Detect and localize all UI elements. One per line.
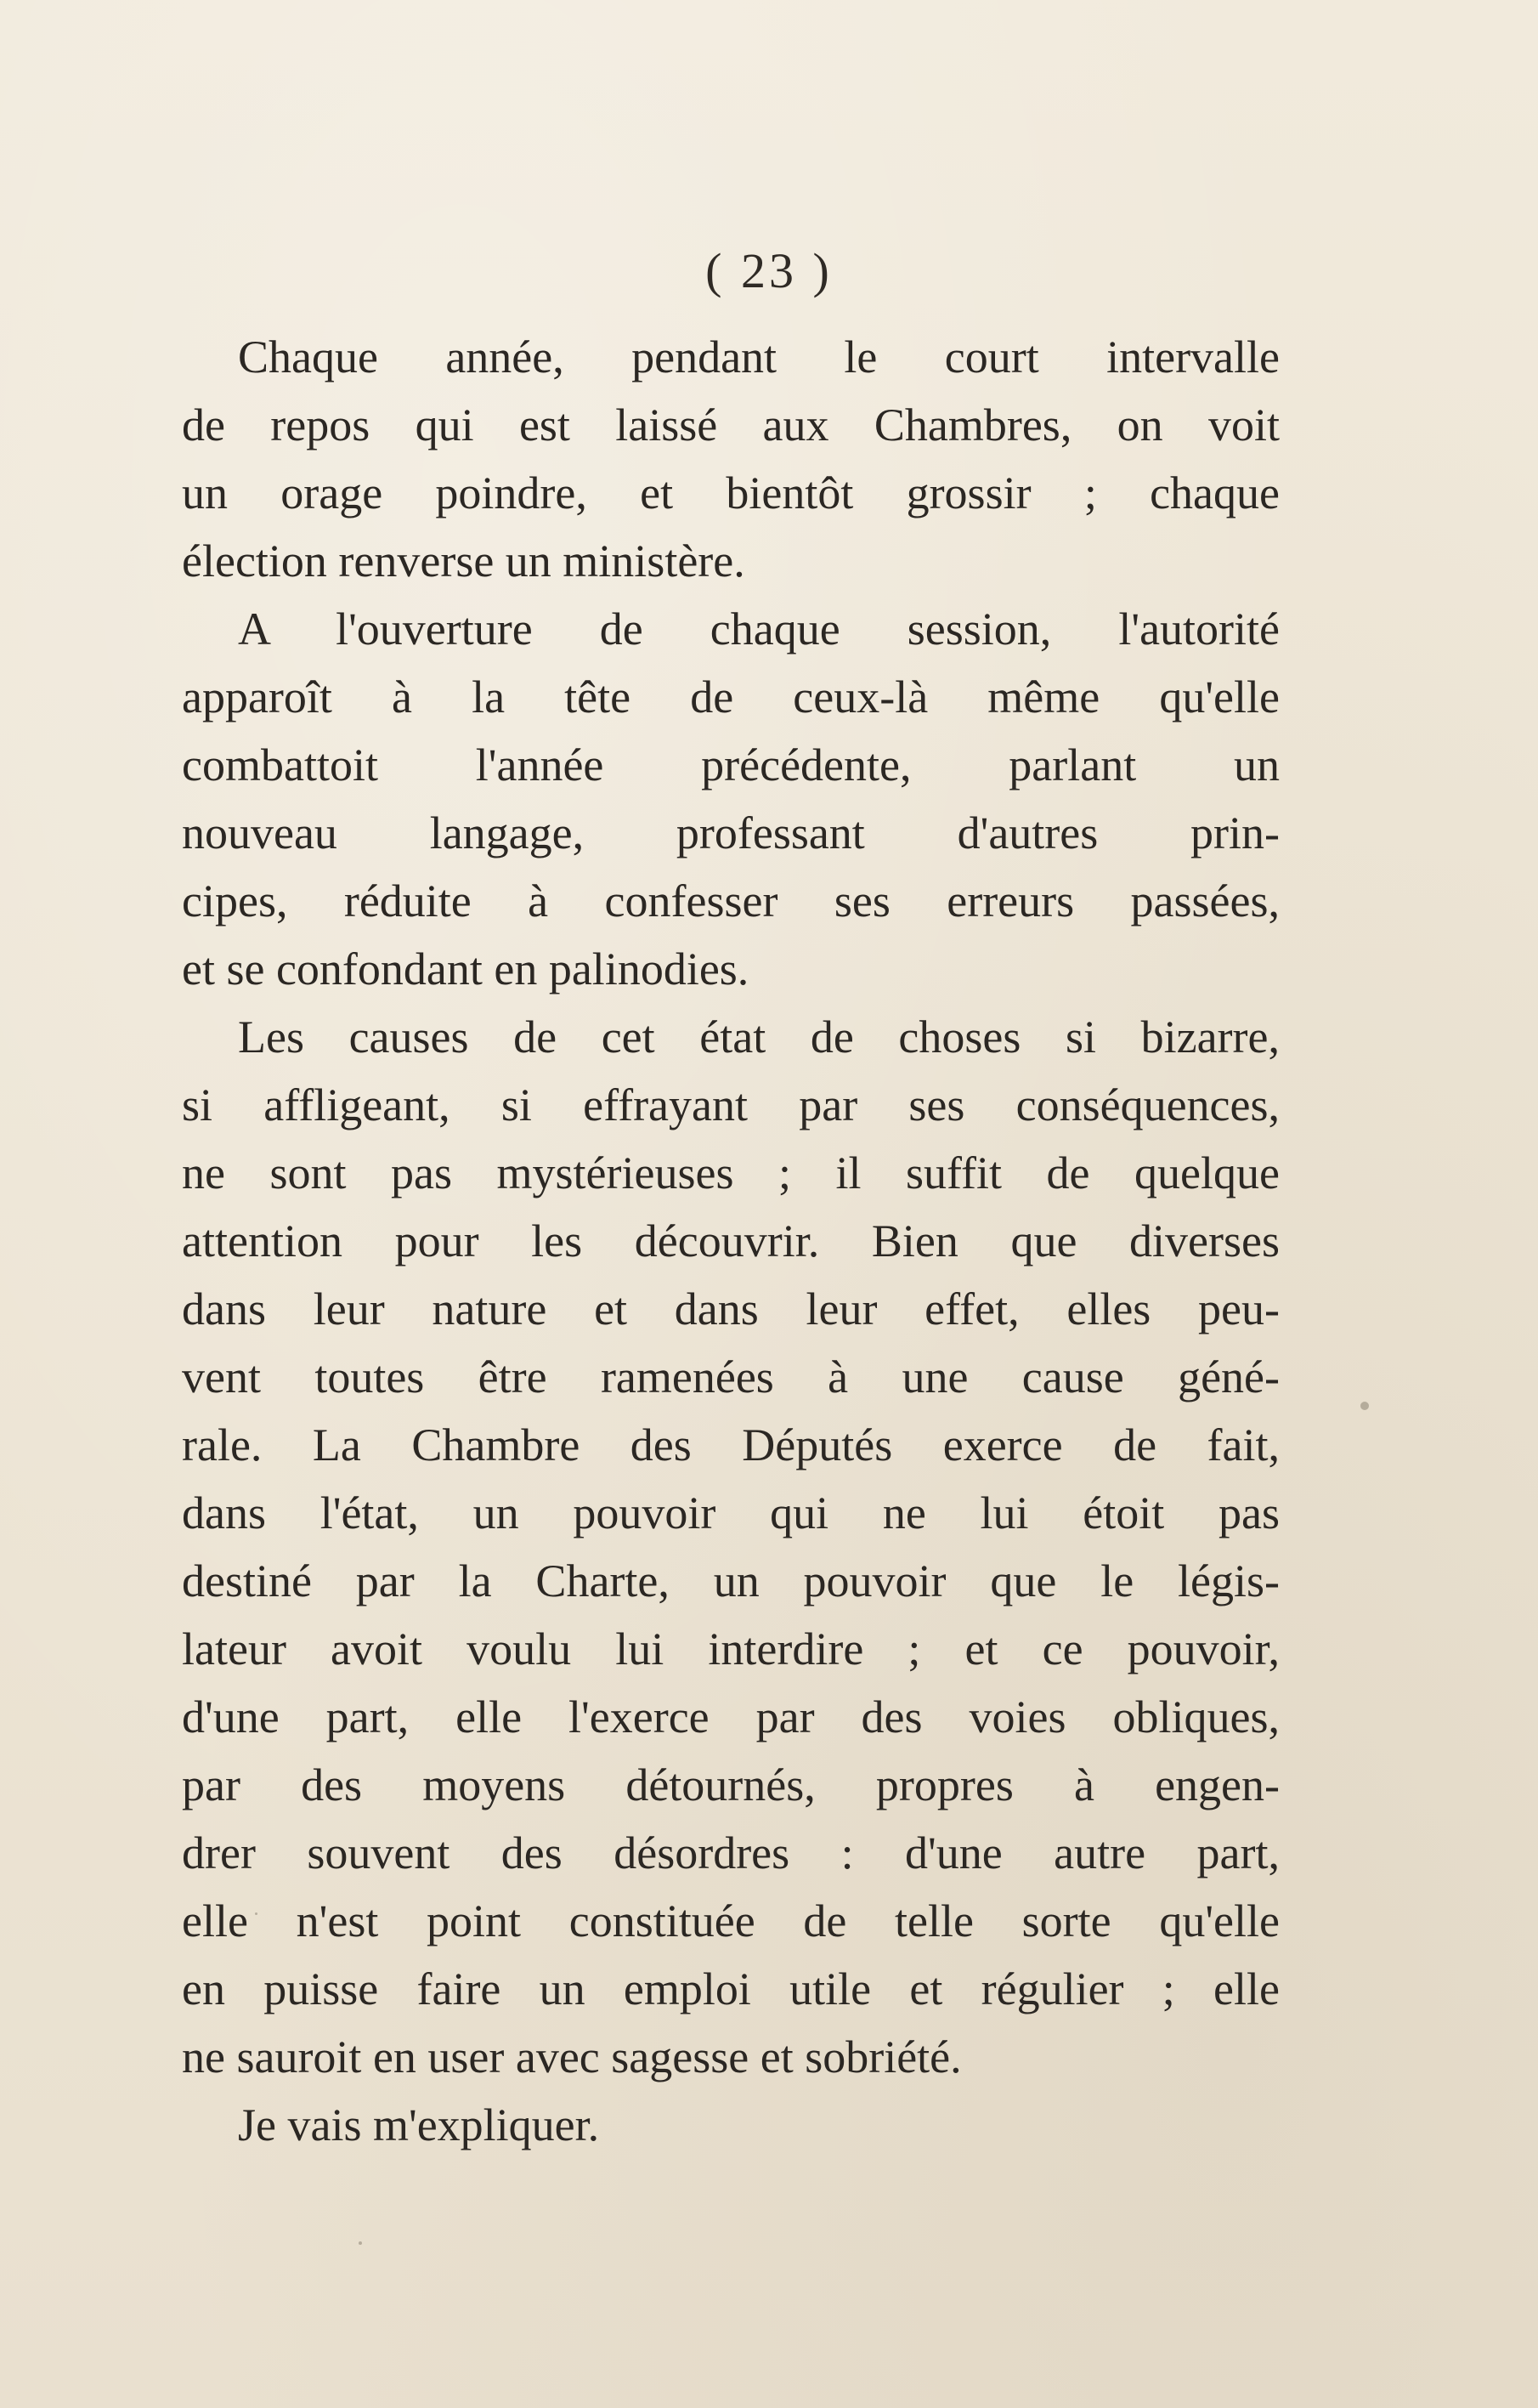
text-line: et se confondant en palinodies. [182,943,749,994]
text-line: apparoît à la tête de ceux-là même qu'elle [182,671,1280,722]
text-line: élection renverse un ministère. [182,535,745,586]
text-line: cipes, réduite à confesser ses erreurs passées, [182,875,1280,926]
text-line: attention pour les découvrir. Bien que diverses [182,1215,1280,1266]
text-line: par des moyens détournés, propres à engen- [182,1759,1280,1810]
paragraph-3 [182,1003,1280,2091]
text-line: ne sont pas mystérieuses ; il suffit de quelque [182,1147,1280,1198]
text-line: si affligeant, si effrayant par ses conséquences, [182,1079,1280,1130]
paper-speck [359,2241,362,2245]
text-line: nouveau langage, professant d'autres prin- [182,807,1280,858]
text-line: destiné par la Charte, un pouvoir que le légis- [182,1555,1280,1606]
text-line: combattoit l'année précédente, parlant un [182,739,1280,790]
text-line: en puisse faire un emploi utile et régulier ; elle [182,1963,1280,2014]
page-number: ( 23 ) [705,243,833,298]
text-line: Les causes de cet état de choses si bizarre, [238,1011,1280,1062]
text-line: Chaque année, pendant le court intervalle [238,331,1280,382]
text-line: de repos qui est laissé aux Chambres, on voit [182,399,1280,450]
paragraph-4 [182,2091,1280,2159]
text-line: lateur avoit voulu lui interdire ; et ce pouvoir, [182,1623,1280,1674]
text-body [182,323,1280,2159]
text-line: A l'ouverture de chaque session, l'autorité [238,603,1280,654]
text-line: d'une part, elle l'exerce par des voies obliques, [182,1691,1280,1742]
paragraph-1 [182,323,1280,595]
text-line: Je vais m'expliquer. [238,2099,600,2150]
text-line: dans l'état, un pouvoir qui ne lui étoit pas [182,1487,1280,1538]
text-line: vent toutes être ramenées à une cause géné- [182,1351,1280,1402]
paper-speck [1360,1402,1369,1410]
text-line: dans leur nature et dans leur effet, elles peu- [182,1283,1280,1334]
text-line: rale. La Chambre des Députés exerce de fait, [182,1419,1280,1470]
text-line: elle n'est point constituée de telle sorte qu'elle [182,1895,1280,1946]
paragraph-2 [182,595,1280,1003]
text-line: ne sauroit en user avec sagesse et sobriété. [182,2031,962,2082]
text-line: un orage poindre, et bientôt grossir ; chaque [182,467,1280,518]
text-line: drer souvent des désordres : d'une autre part, [182,1827,1280,1878]
paper-speck [255,1912,257,1915]
